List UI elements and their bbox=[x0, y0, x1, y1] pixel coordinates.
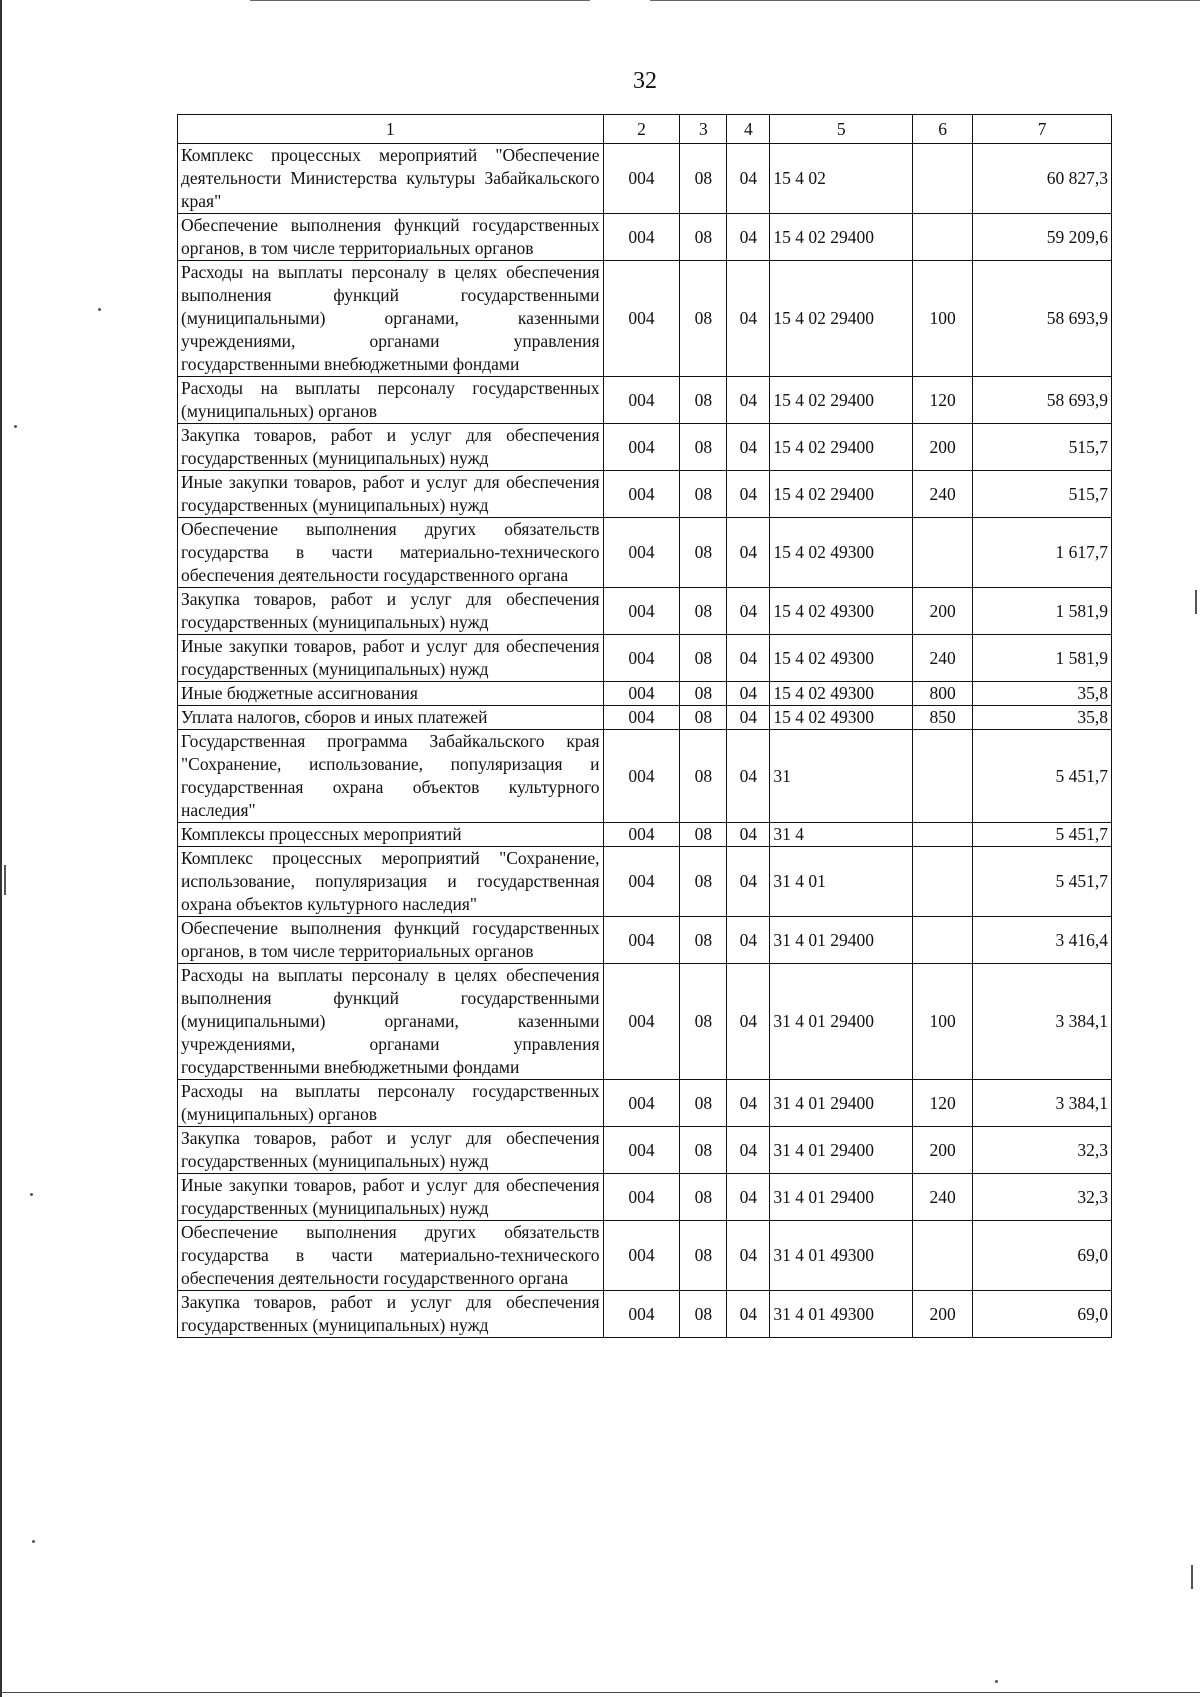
table-row bbox=[178, 588, 1112, 635]
row-col2-cell: 004 bbox=[603, 261, 680, 377]
row-name-cell: Закупка товаров, работ и услуг для обеспечения государственных (муниципальных) нужд bbox=[178, 424, 604, 471]
row-col5-cell: 31 4 01 bbox=[770, 847, 913, 917]
column-header: 6 bbox=[913, 115, 973, 144]
row-col4-cell: 04 bbox=[727, 1080, 770, 1127]
row-col5-cell: 31 4 01 49300 bbox=[770, 1221, 913, 1291]
row-col7-cell: 35,8 bbox=[973, 706, 1112, 730]
row-col7-cell: 58 693,9 bbox=[973, 377, 1112, 424]
page-number: 32 bbox=[633, 68, 657, 94]
row-col6-cell: 850 bbox=[913, 706, 973, 730]
row-col4-cell: 04 bbox=[727, 1174, 770, 1221]
row-name-cell: Иные закупки товаров, работ и услуг для обеспечения государственных (муниципальных) нужд bbox=[178, 635, 604, 682]
row-col6-cell bbox=[913, 823, 973, 847]
row-col6-cell: 240 bbox=[913, 635, 973, 682]
row-col4-cell: 04 bbox=[727, 1127, 770, 1174]
table-row bbox=[178, 144, 1112, 214]
row-col6-cell: 100 bbox=[913, 261, 973, 377]
row-name-cell: Комплекс процессных мероприятий "Сохранение, использование, популяризация и государственная охрана объектов культурного наследия" bbox=[178, 847, 604, 917]
row-col6-cell: 100 bbox=[913, 964, 973, 1080]
row-col3-cell: 08 bbox=[680, 1174, 727, 1221]
row-col2-cell: 004 bbox=[603, 144, 680, 214]
row-col2-cell: 004 bbox=[603, 847, 680, 917]
row-col7-cell: 3 384,1 bbox=[973, 964, 1112, 1080]
table-row bbox=[178, 1127, 1112, 1174]
table-row bbox=[178, 964, 1112, 1080]
column-header: 1 bbox=[178, 115, 604, 144]
scan-artifact-line bbox=[250, 0, 590, 1]
table-row bbox=[178, 847, 1112, 917]
scan-speck bbox=[4, 865, 6, 895]
row-col3-cell: 08 bbox=[680, 635, 727, 682]
row-col3-cell: 08 bbox=[680, 471, 727, 518]
column-header: 3 bbox=[680, 115, 727, 144]
row-col5-cell: 15 4 02 bbox=[770, 144, 913, 214]
row-col6-cell: 200 bbox=[913, 424, 973, 471]
row-col2-cell: 004 bbox=[603, 214, 680, 261]
row-col5-cell: 31 4 01 29400 bbox=[770, 1174, 913, 1221]
row-col6-cell bbox=[913, 917, 973, 964]
row-col3-cell: 08 bbox=[680, 964, 727, 1080]
row-name-cell: Обеспечение выполнения других обязательств государства в части материально-технического обеспечения деятельности государственного органа bbox=[178, 1221, 604, 1291]
row-col3-cell: 08 bbox=[680, 377, 727, 424]
table-row bbox=[178, 730, 1112, 823]
row-col5-cell: 15 4 02 29400 bbox=[770, 214, 913, 261]
row-col7-cell: 3 384,1 bbox=[973, 1080, 1112, 1127]
row-col6-cell: 800 bbox=[913, 682, 973, 706]
row-col5-cell: 31 4 01 29400 bbox=[770, 964, 913, 1080]
row-name-cell: Обеспечение выполнения функций государственных органов, в том числе территориальных органов bbox=[178, 917, 604, 964]
row-col7-cell: 5 451,7 bbox=[973, 847, 1112, 917]
row-col5-cell: 15 4 02 49300 bbox=[770, 706, 913, 730]
row-col5-cell: 15 4 02 49300 bbox=[770, 635, 913, 682]
table-row bbox=[178, 682, 1112, 706]
table-row bbox=[178, 377, 1112, 424]
row-col7-cell: 1 581,9 bbox=[973, 588, 1112, 635]
row-name-cell: Государственная программа Забайкальского края "Сохранение, использование, популяризация и государственная охрана объектов культурного наследия" bbox=[178, 730, 604, 823]
row-col4-cell: 04 bbox=[727, 847, 770, 917]
row-col7-cell: 59 209,6 bbox=[973, 214, 1112, 261]
row-col5-cell: 31 4 01 29400 bbox=[770, 1080, 913, 1127]
row-col4-cell: 04 bbox=[727, 1221, 770, 1291]
row-col6-cell: 240 bbox=[913, 1174, 973, 1221]
row-name-cell: Иные бюджетные ассигнования bbox=[178, 682, 604, 706]
row-name-cell: Расходы на выплаты персоналу в целях обеспечения выполнения функций государственными (муниципальными) органами, казенными учреждениями, органами управления государственными внебюджетными фондами bbox=[178, 261, 604, 377]
row-col3-cell: 08 bbox=[680, 588, 727, 635]
row-col6-cell bbox=[913, 730, 973, 823]
row-col6-cell: 120 bbox=[913, 377, 973, 424]
budget-table bbox=[177, 114, 1112, 1338]
row-col4-cell: 04 bbox=[727, 964, 770, 1080]
column-header: 2 bbox=[603, 115, 680, 144]
scan-speck bbox=[14, 425, 17, 428]
row-col5-cell: 15 4 02 29400 bbox=[770, 377, 913, 424]
row-col3-cell: 08 bbox=[680, 730, 727, 823]
row-col2-cell: 004 bbox=[603, 588, 680, 635]
row-name-cell: Закупка товаров, работ и услуг для обеспечения государственных (муниципальных) нужд bbox=[178, 1291, 604, 1338]
row-col6-cell: 200 bbox=[913, 1291, 973, 1338]
row-col3-cell: 08 bbox=[680, 847, 727, 917]
row-col4-cell: 04 bbox=[727, 1291, 770, 1338]
table-row bbox=[178, 518, 1112, 588]
row-col3-cell: 08 bbox=[680, 518, 727, 588]
row-col2-cell: 004 bbox=[603, 377, 680, 424]
row-col4-cell: 04 bbox=[727, 471, 770, 518]
row-name-cell: Расходы на выплаты персоналу государственных (муниципальных) органов bbox=[178, 377, 604, 424]
row-name-cell: Иные закупки товаров, работ и услуг для обеспечения государственных (муниципальных) нужд bbox=[178, 1174, 604, 1221]
row-col2-cell: 004 bbox=[603, 1221, 680, 1291]
row-col5-cell: 15 4 02 29400 bbox=[770, 261, 913, 377]
row-col4-cell: 04 bbox=[727, 214, 770, 261]
row-col2-cell: 004 bbox=[603, 1080, 680, 1127]
scan-speck bbox=[1195, 590, 1197, 614]
row-col3-cell: 08 bbox=[680, 424, 727, 471]
row-name-cell: Закупка товаров, работ и услуг для обеспечения государственных (муниципальных) нужд bbox=[178, 1127, 604, 1174]
row-col2-cell: 004 bbox=[603, 1174, 680, 1221]
row-col4-cell: 04 bbox=[727, 635, 770, 682]
row-name-cell: Иные закупки товаров, работ и услуг для обеспечения государственных (муниципальных) нужд bbox=[178, 471, 604, 518]
row-col7-cell: 1 581,9 bbox=[973, 635, 1112, 682]
scan-speck bbox=[32, 1540, 35, 1543]
row-col5-cell: 15 4 02 29400 bbox=[770, 471, 913, 518]
row-col5-cell: 31 bbox=[770, 730, 913, 823]
row-col4-cell: 04 bbox=[727, 588, 770, 635]
row-col4-cell: 04 bbox=[727, 518, 770, 588]
row-col2-cell: 004 bbox=[603, 518, 680, 588]
row-col3-cell: 08 bbox=[680, 261, 727, 377]
row-col2-cell: 004 bbox=[603, 471, 680, 518]
scan-artifact-line bbox=[0, 1692, 1200, 1693]
table-row bbox=[178, 917, 1112, 964]
row-col7-cell: 32,3 bbox=[973, 1174, 1112, 1221]
row-col6-cell: 200 bbox=[913, 588, 973, 635]
row-col2-cell: 004 bbox=[603, 823, 680, 847]
row-col2-cell: 004 bbox=[603, 1127, 680, 1174]
row-col2-cell: 004 bbox=[603, 635, 680, 682]
table-row bbox=[178, 1221, 1112, 1291]
column-header: 5 bbox=[770, 115, 913, 144]
row-col6-cell bbox=[913, 214, 973, 261]
row-col7-cell: 1 617,7 bbox=[973, 518, 1112, 588]
row-col5-cell: 31 4 01 49300 bbox=[770, 1291, 913, 1338]
row-col4-cell: 04 bbox=[727, 706, 770, 730]
row-col5-cell: 31 4 01 29400 bbox=[770, 917, 913, 964]
row-col5-cell: 15 4 02 29400 bbox=[770, 424, 913, 471]
row-col3-cell: 08 bbox=[680, 1291, 727, 1338]
row-col5-cell: 15 4 02 49300 bbox=[770, 682, 913, 706]
row-col7-cell: 515,7 bbox=[973, 424, 1112, 471]
table-row bbox=[178, 261, 1112, 377]
row-col3-cell: 08 bbox=[680, 1127, 727, 1174]
row-name-cell: Расходы на выплаты персоналу государственных (муниципальных) органов bbox=[178, 1080, 604, 1127]
row-name-cell: Уплата налогов, сборов и иных платежей bbox=[178, 706, 604, 730]
table-row bbox=[178, 635, 1112, 682]
row-col5-cell: 31 4 bbox=[770, 823, 913, 847]
column-header: 7 bbox=[973, 115, 1112, 144]
column-header: 4 bbox=[727, 115, 770, 144]
row-col2-cell: 004 bbox=[603, 682, 680, 706]
row-col3-cell: 08 bbox=[680, 823, 727, 847]
row-col7-cell: 32,3 bbox=[973, 1127, 1112, 1174]
row-col6-cell: 200 bbox=[913, 1127, 973, 1174]
row-col3-cell: 08 bbox=[680, 917, 727, 964]
table-row bbox=[178, 706, 1112, 730]
row-col5-cell: 31 4 01 29400 bbox=[770, 1127, 913, 1174]
row-col4-cell: 04 bbox=[727, 261, 770, 377]
row-name-cell: Комплексы процессных мероприятий bbox=[178, 823, 604, 847]
row-col7-cell: 35,8 bbox=[973, 682, 1112, 706]
table-row bbox=[178, 1080, 1112, 1127]
scan-speck bbox=[995, 1680, 998, 1683]
table-row bbox=[178, 1291, 1112, 1338]
row-col6-cell: 240 bbox=[913, 471, 973, 518]
row-col6-cell bbox=[913, 144, 973, 214]
row-col4-cell: 04 bbox=[727, 682, 770, 706]
row-col5-cell: 15 4 02 49300 bbox=[770, 518, 913, 588]
row-col2-cell: 004 bbox=[603, 706, 680, 730]
row-col3-cell: 08 bbox=[680, 214, 727, 261]
row-col7-cell: 5 451,7 bbox=[973, 730, 1112, 823]
row-col6-cell bbox=[913, 847, 973, 917]
row-col3-cell: 08 bbox=[680, 144, 727, 214]
row-name-cell: Обеспечение выполнения других обязательств государства в части материально-технического обеспечения деятельности государственного органа bbox=[178, 518, 604, 588]
table-header-row bbox=[178, 115, 1112, 144]
row-col2-cell: 004 bbox=[603, 1291, 680, 1338]
row-name-cell: Расходы на выплаты персоналу в целях обеспечения выполнения функций государственными (муниципальными) органами, казенными учреждениями, органами управления государственными внебюджетными фондами bbox=[178, 964, 604, 1080]
scan-speck bbox=[1191, 1565, 1193, 1589]
row-col7-cell: 60 827,3 bbox=[973, 144, 1112, 214]
row-col7-cell: 515,7 bbox=[973, 471, 1112, 518]
row-col4-cell: 04 bbox=[727, 730, 770, 823]
row-name-cell: Обеспечение выполнения функций государственных органов, в том числе территориальных органов bbox=[178, 214, 604, 261]
row-col3-cell: 08 bbox=[680, 1080, 727, 1127]
table-row bbox=[178, 424, 1112, 471]
row-col6-cell: 120 bbox=[913, 1080, 973, 1127]
table-row bbox=[178, 214, 1112, 261]
table-row bbox=[178, 823, 1112, 847]
table-row bbox=[178, 471, 1112, 518]
row-col7-cell: 69,0 bbox=[973, 1221, 1112, 1291]
table-row bbox=[178, 1174, 1112, 1221]
row-col2-cell: 004 bbox=[603, 964, 680, 1080]
row-name-cell: Комплекс процессных мероприятий "Обеспечение деятельности Министерства культуры Забайкальского края" bbox=[178, 144, 604, 214]
scan-edge bbox=[0, 0, 2, 1697]
row-col7-cell: 3 416,4 bbox=[973, 917, 1112, 964]
row-col3-cell: 08 bbox=[680, 1221, 727, 1291]
row-col7-cell: 58 693,9 bbox=[973, 261, 1112, 377]
row-col3-cell: 08 bbox=[680, 706, 727, 730]
row-col5-cell: 15 4 02 49300 bbox=[770, 588, 913, 635]
row-col7-cell: 69,0 bbox=[973, 1291, 1112, 1338]
scan-speck bbox=[30, 1193, 33, 1196]
row-name-cell: Закупка товаров, работ и услуг для обеспечения государственных (муниципальных) нужд bbox=[178, 588, 604, 635]
row-col4-cell: 04 bbox=[727, 144, 770, 214]
row-col6-cell bbox=[913, 518, 973, 588]
row-col4-cell: 04 bbox=[727, 377, 770, 424]
row-col4-cell: 04 bbox=[727, 823, 770, 847]
row-col6-cell bbox=[913, 1221, 973, 1291]
row-col7-cell: 5 451,7 bbox=[973, 823, 1112, 847]
row-col4-cell: 04 bbox=[727, 424, 770, 471]
scan-artifact-line bbox=[650, 0, 1200, 1]
row-col2-cell: 004 bbox=[603, 917, 680, 964]
row-col4-cell: 04 bbox=[727, 917, 770, 964]
row-col2-cell: 004 bbox=[603, 730, 680, 823]
scan-speck bbox=[98, 308, 101, 311]
row-col2-cell: 004 bbox=[603, 424, 680, 471]
row-col3-cell: 08 bbox=[680, 682, 727, 706]
